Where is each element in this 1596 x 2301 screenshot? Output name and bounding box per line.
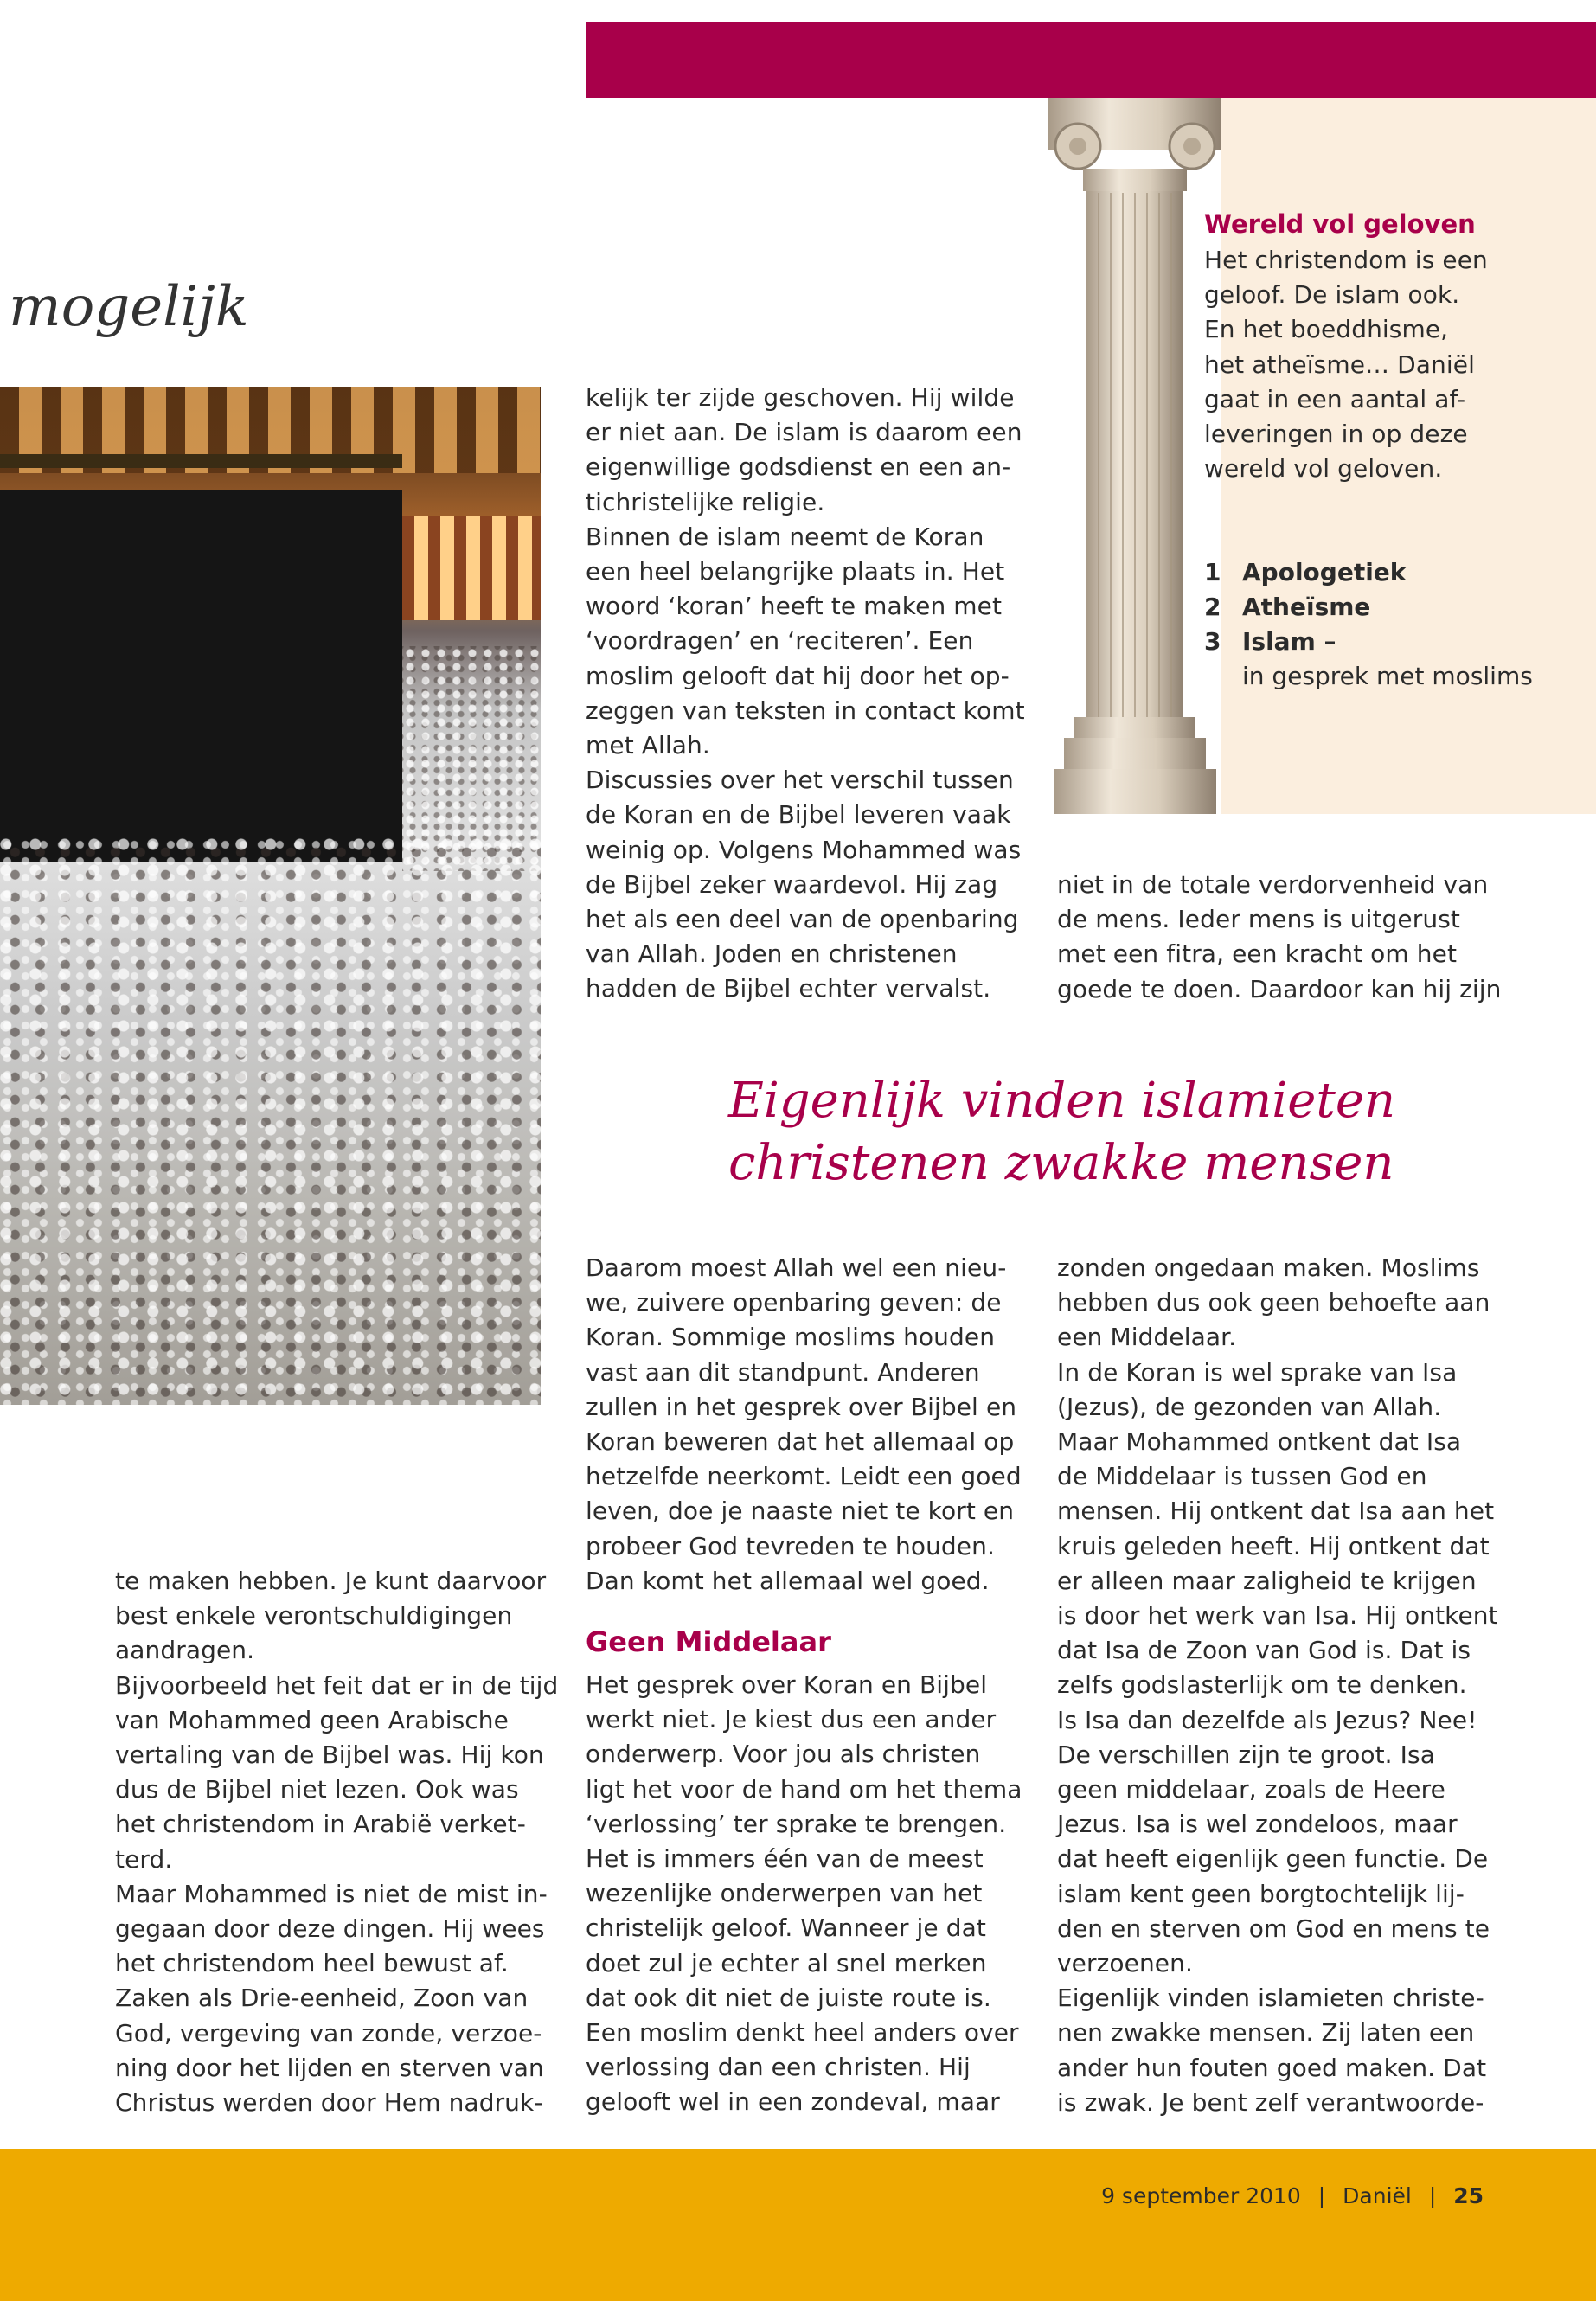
body-line: islam kent geen borgtochtelijk lij-: [1057, 1879, 1465, 1908]
series-number: 3: [1204, 627, 1221, 656]
body-line: te maken hebben. Je kunt daarvoor: [115, 1567, 547, 1595]
column-2-bottom: [586, 1251, 1035, 1599]
footer-date: 9 september 2010: [1101, 2183, 1301, 2208]
column-1: [115, 1564, 565, 2120]
body-line: ander hun fouten goed maken. Dat: [1057, 2053, 1487, 2082]
body-line: Binnen de islam neemt de Koran: [586, 522, 984, 551]
body-line: Is Isa dan dezelfde als Jezus? Nee!: [1057, 1705, 1477, 1734]
body-line: Zaken als Drie-eenheid, Zoon van: [115, 1984, 529, 2013]
body-line: zelfs godslasterlijk om te denken.: [1057, 1670, 1467, 1700]
footer-magazine: Daniël: [1343, 2183, 1412, 2208]
body-line: dat heeft eigenlijk geen functie. De: [1057, 1844, 1489, 1874]
body-line: Jezus. Isa is wel zondeloos, maar: [1057, 1810, 1458, 1839]
body-line: nen zwakke mensen. Zij laten een: [1057, 2018, 1475, 2048]
body-line: goede te doen. Daardoor kan hij zijn: [1057, 974, 1502, 1003]
sidebar-line: geloof. De islam ook.: [1204, 280, 1460, 310]
body-line: onderwerp. Voor jou als christen: [586, 1740, 981, 1769]
body-line: verlossing dan een christen. Hij: [586, 2053, 971, 2082]
column-2-top: [586, 381, 1035, 1007]
body-line: dat Isa de Zoon van God is. Dat is: [1057, 1636, 1471, 1665]
body-line: best enkele verontschuldigingen: [115, 1601, 513, 1631]
subhead-geen-middelaar: Geen Middelaar: [586, 1625, 831, 1658]
body-line: Daarom moest Allah wel een nieu-: [586, 1253, 1007, 1282]
body-line: niet in de totale verdorvenheid van: [1057, 870, 1489, 899]
body-line: er alleen maar zaligheid te krijgen: [1057, 1566, 1477, 1595]
body-line: hadden de Bijbel echter vervalst.: [586, 974, 991, 1003]
body-line: is zwak. Je bent zelf verantwoorde-: [1057, 2087, 1484, 2117]
body-line: verzoenen.: [1057, 1949, 1193, 1978]
body-line: Het gesprek over Koran en Bijbel: [586, 1670, 988, 1699]
sidebar-line: leveringen in op deze: [1204, 420, 1468, 449]
body-line: met Allah.: [586, 731, 710, 760]
body-line: vast aan dit standpunt. Anderen: [586, 1357, 980, 1387]
column-3-bottom: [1057, 1251, 1524, 2120]
body-line: geen middelaar, zoals de Heere: [1057, 1775, 1445, 1804]
body-line: van Allah. Joden en christenen: [586, 939, 958, 969]
footer-separator: |: [1428, 2183, 1437, 2208]
body-line: Christus werden door Hem nadruk-: [115, 2088, 543, 2118]
body-line: we, zuivere openbaring geven: de: [586, 1288, 1002, 1317]
body-line: den en sterven om God en mens te: [1057, 1913, 1490, 1943]
photo-crowd: [0, 836, 541, 1405]
body-line: terd.: [115, 1844, 173, 1874]
body-line: Koran beweren dat het allemaal op: [586, 1427, 1015, 1457]
body-line: dus de Bijbel niet lezen. Ook was: [115, 1775, 519, 1804]
page-footer: [1101, 2183, 1484, 2208]
body-line: het als een deel van de openbaring: [586, 905, 1019, 934]
pull-quote-line: christenen zwakke mensen: [728, 1135, 1394, 1191]
body-line: tichristelijke religie.: [586, 487, 825, 516]
body-line: kelijk ter zijde geschoven. Hij wilde: [586, 383, 1015, 412]
body-line: het christendom heel bewust af.: [115, 1949, 509, 1978]
body-line: van Mohammed geen Arabische: [115, 1705, 509, 1734]
body-line: werkt niet. Je kiest dus een ander: [586, 1705, 997, 1734]
headline-fragment: mogelijk: [9, 275, 249, 339]
body-line: De verschillen zijn te groot. Isa: [1057, 1740, 1435, 1769]
body-line: de Koran en de Bijbel leveren vaak: [586, 800, 1011, 830]
photo-lights: [402, 516, 541, 620]
body-line: Koran. Sommige moslims houden: [586, 1323, 996, 1352]
body-line: God, vergeving van zonde, verzoe-: [115, 2018, 542, 2048]
body-line: wezenlijke onderwerpen van het: [586, 1879, 983, 1908]
footer-bar: [0, 2149, 1596, 2301]
body-line: christelijk geloof. Wanneer je dat: [586, 1913, 986, 1943]
body-line: mensen. Hij ontkent dat Isa aan het: [1057, 1497, 1495, 1526]
body-line: Bijvoorbeeld het feit dat er in de tijd: [115, 1670, 559, 1700]
body-line: In de Koran is wel sprake van Isa: [1057, 1357, 1458, 1387]
body-line: eigenwillige godsdienst en een an-: [586, 452, 1011, 482]
body-line: probeer God tevreden te houden.: [586, 1531, 995, 1561]
body-line: gelooft wel in een zondeval, maar: [586, 2087, 1000, 2117]
body-line: het christendom in Arabië verket-: [115, 1810, 526, 1839]
body-line: Discussies over het verschil tussen: [586, 766, 1014, 795]
column-2-after-subhead: [586, 1668, 1035, 2120]
body-line: zonden ongedaan maken. Moslims: [1057, 1253, 1480, 1282]
body-line: moslim gelooft dat hij door het op-: [586, 661, 1010, 690]
body-line: kruis geleden heeft. Hij ontkent dat: [1057, 1531, 1490, 1561]
column-3-top: [1057, 868, 1507, 1007]
body-line: de Middelaar is tussen God en: [1057, 1462, 1427, 1491]
body-line: ligt het voor de hand om het thema: [586, 1774, 1022, 1804]
photo-kaaba: [0, 490, 402, 862]
body-line: Een moslim denkt heel anders over: [586, 2018, 1019, 2048]
body-line: gegaan door deze dingen. Hij wees: [115, 1914, 545, 1944]
page-number: 25: [1453, 2183, 1484, 2208]
series-number: 2: [1204, 593, 1221, 621]
body-line: is door het werk van Isa. Hij ontkent: [1057, 1601, 1498, 1631]
sidebar-body: [1204, 243, 1490, 486]
sidebar-line: wereld vol geloven.: [1204, 454, 1443, 484]
body-line: vertaling van de Bijbel was. Hij kon: [115, 1740, 544, 1770]
series-subtitle: in gesprek met moslims: [1242, 662, 1533, 690]
pull-quote: [728, 1070, 1395, 1195]
body-line: doet zul je echter al snel merken: [586, 1948, 987, 1977]
series-title: Islam –: [1242, 627, 1336, 656]
sidebar-title: Wereld vol geloven: [1204, 209, 1476, 239]
sidebar-line: gaat in een aantal af-: [1204, 384, 1466, 413]
body-line: Dan komt het allemaal wel goed.: [586, 1566, 990, 1595]
sidebar-line: En het boeddhisme,: [1204, 315, 1449, 344]
body-line: zullen in het gesprek over Bijbel en: [586, 1392, 1017, 1421]
body-line: een heel belangrijke plaats in. Het: [586, 557, 1005, 586]
kaaba-photo: [0, 387, 541, 1405]
body-line: met een fitra, een kracht om het: [1057, 939, 1458, 969]
body-line: aandragen.: [115, 1636, 255, 1665]
sidebar-line: het atheïsme… Daniël: [1204, 349, 1475, 379]
body-line: dat ook dit niet de juiste route is.: [586, 1983, 991, 2012]
top-color-bar: [586, 22, 1596, 98]
body-line: zeggen van teksten in contact komt: [586, 695, 1025, 725]
body-line: leven, doe je naaste niet te kort en: [586, 1497, 1015, 1526]
pull-quote-line: Eigenlijk vinden islamieten: [728, 1073, 1396, 1129]
body-line: Maar Mohammed ontkent dat Isa: [1057, 1427, 1462, 1457]
body-line: (Jezus), de gezonden van Allah.: [1057, 1392, 1442, 1421]
body-line: de mens. Ieder mens is uitgerust: [1057, 905, 1460, 934]
body-line: woord ‘koran’ heeft te maken met: [586, 592, 1003, 621]
series-title: Apologetiek: [1242, 558, 1407, 586]
series-number: 1: [1204, 558, 1221, 586]
photo-kaaba-band: [0, 454, 402, 468]
body-line: ‘voordragen’ en ‘reciteren’. Een: [586, 626, 974, 656]
sidebar-line: Het christendom is een: [1204, 246, 1488, 274]
body-line: Eigenlijk vinden islamieten christe-: [1057, 1984, 1484, 2013]
series-title: Atheïsme: [1242, 593, 1371, 621]
body-line: er niet aan. De islam is daarom een: [586, 418, 1022, 447]
body-line: Het is immers één van de meest: [586, 1844, 984, 1874]
body-line: Maar Mohammed is niet de mist in-: [115, 1879, 548, 1908]
body-line: ‘verlossing’ ter sprake te brengen.: [586, 1809, 1007, 1838]
body-line: weinig op. Volgens Mohammed was: [586, 835, 1022, 864]
body-line: een Middelaar.: [1057, 1323, 1237, 1352]
footer-separator: |: [1317, 2183, 1326, 2208]
body-line: hebben dus ook geen behoefte aan: [1057, 1288, 1490, 1317]
body-line: de Bijbel zeker waardevol. Hij zag: [586, 869, 998, 899]
body-line: hetzelfde neerkomt. Leidt een goed: [586, 1462, 1022, 1491]
ionic-column-illustration: [1048, 98, 1221, 814]
body-line: ning door het lijden en sterven van: [115, 2053, 544, 2082]
